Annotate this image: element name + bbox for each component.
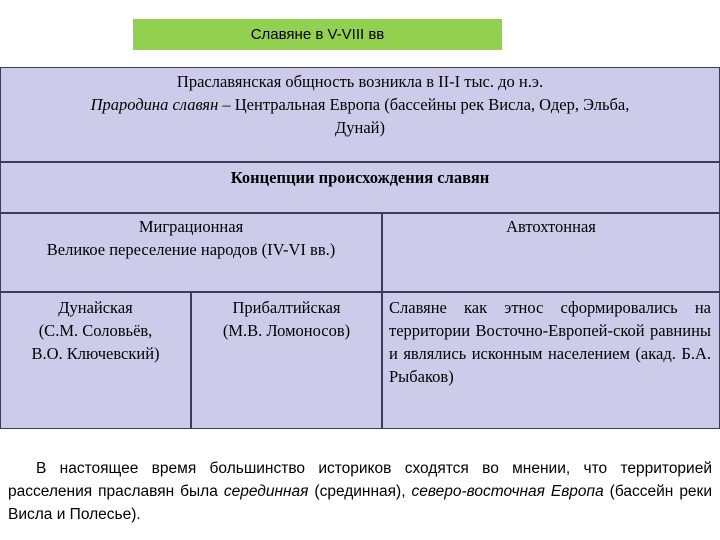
concepts-table (0, 67, 720, 429)
intro-line-3: Дунай) (335, 118, 385, 137)
baltic-title: Прибалтийская (232, 298, 341, 317)
intro-line-1: Праславянская общность возникла в II-I тыс. до н.э. (176, 72, 544, 91)
danube-title: Дунайская (58, 298, 133, 317)
homeland-label: Прародина славян (90, 95, 219, 114)
autochthonous-desc-cell (382, 292, 720, 429)
slide-title-text: Славяне в V-VIII вв (250, 26, 385, 43)
para-em-1: серединная (223, 483, 309, 500)
autochthonous-cell (382, 213, 720, 292)
baltic-author: (М.В. Ломоносов) (222, 321, 351, 340)
baltic-cell (191, 292, 382, 429)
para-part-1: В настоящее время большинство историков сходятся во мнении, что территорией расселения праславян была (8, 460, 712, 500)
slide-title (133, 19, 502, 50)
para-em-2: северо-восточная Европа (411, 483, 604, 500)
migration-title: Миграционная (138, 217, 244, 236)
para-part-2: (срединная), (308, 483, 412, 500)
danube-cell (0, 292, 191, 429)
autochthonous-desc: Славяне как этнос сформировались на территории Восточно-Европей-ской равнины и являлись исконным населением (акад. Б.А. Рыбаков) (389, 298, 711, 386)
danube-authors-2: В.О. Ключевский) (31, 344, 160, 363)
danube-authors-1: (С.М. Соловьёв, (38, 321, 153, 340)
intro-cell (0, 67, 720, 162)
concepts-header-text: Концепции происхождения славян (230, 168, 490, 187)
concepts-header (0, 162, 720, 213)
homeland-text: – Центральная Европа (бассейны рек Висла, Одер, Эльба, (218, 95, 630, 114)
intro-line-2 (1, 93, 719, 116)
conclusion-paragraph (8, 457, 712, 526)
para-part-3: (бассейн реки Висла и Полесье). (8, 483, 712, 523)
autochthonous-title: Автохтонная (506, 217, 596, 236)
migration-subtitle: Великое переселение народов (IV-VI вв.) (46, 240, 336, 259)
migration-cell (0, 213, 382, 292)
